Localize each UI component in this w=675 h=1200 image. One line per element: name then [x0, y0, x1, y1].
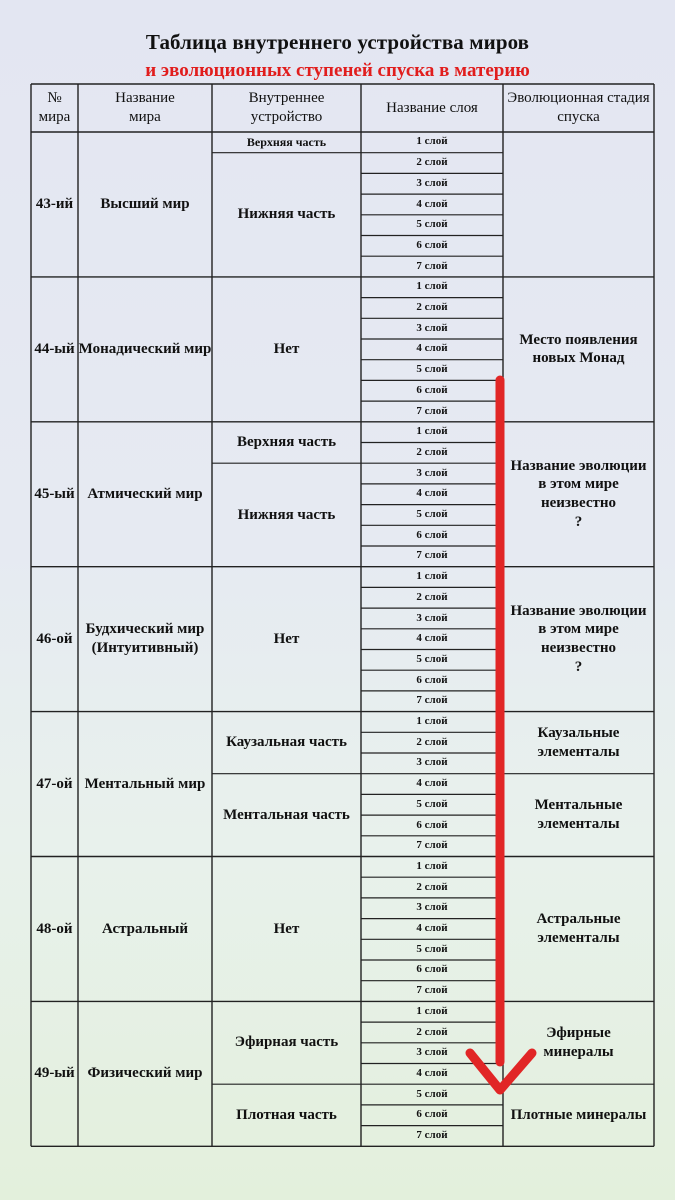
- evolution-stage: Эфирные минералы: [543, 1025, 614, 1060]
- evolution-stage: Плотные минералы: [510, 1106, 647, 1123]
- structure-part: Эфирная часть: [234, 1034, 339, 1051]
- world-number: 45-ый: [34, 485, 75, 502]
- layer-cell: 7 слой: [416, 1129, 448, 1142]
- layer-cell: 5 слой: [416, 1087, 448, 1100]
- evolution-stage: Астральные элементалы: [536, 911, 621, 946]
- layer-cell: 3 слой: [416, 756, 448, 769]
- world-name: Атмический мир: [87, 485, 203, 502]
- evolution-stage: Каузальные элементалы: [537, 724, 620, 760]
- layer-cell: 2 слой: [416, 880, 448, 893]
- header-evolution: Эволюционная стадия спуска: [507, 90, 650, 125]
- world-name: Ментальный мир: [84, 775, 206, 792]
- world-name: Высший мир: [100, 196, 190, 213]
- layer-cell: 3 слой: [416, 901, 448, 914]
- layer-cell: 4 слой: [416, 487, 448, 500]
- structure-part: Верхняя часть: [246, 134, 327, 149]
- layer-cell: 6 слой: [416, 1108, 448, 1121]
- layer-cell: 5 слой: [416, 508, 448, 521]
- layer-cell: 7 слой: [416, 549, 448, 562]
- world-number: 49-ый: [34, 1065, 75, 1082]
- structure-part: Ментальная часть: [223, 806, 350, 823]
- layer-cell: 2 слой: [416, 156, 448, 169]
- layer-cell: 4 слой: [416, 197, 448, 210]
- evolution-stage: Место появления новых Монад: [519, 331, 638, 367]
- structure-part: Каузальная часть: [226, 734, 347, 751]
- layer-cell: 1 слой: [416, 425, 448, 438]
- structure-part: Нижняя часть: [237, 506, 336, 523]
- layer-cell: 1 слой: [416, 1004, 448, 1017]
- evolution-stage: [503, 132, 654, 277]
- world-number: 44-ый: [34, 340, 75, 357]
- world-name: Астральный: [102, 920, 188, 937]
- layer-cell: 2 слой: [416, 1025, 448, 1038]
- world-name: Монадический мир: [78, 340, 212, 357]
- evolution-stage: Название эволюции в этом мире неизвестно ?: [510, 602, 647, 675]
- world-number: 47-ой: [36, 775, 73, 792]
- layer-cell: 7 слой: [416, 404, 448, 417]
- layer-cell: 7 слой: [416, 259, 448, 272]
- structure-part: Нет: [273, 340, 300, 357]
- world-number: 46-ой: [36, 630, 73, 647]
- evolution-stage: Ментальные элементалы: [534, 797, 623, 833]
- layer-cell: 1 слой: [416, 570, 448, 583]
- header-layer: Название слоя: [386, 99, 478, 116]
- layer-cell: 5 слой: [416, 652, 448, 665]
- layer-cell: 6 слой: [416, 528, 448, 541]
- layer-cell: 3 слой: [416, 466, 448, 479]
- layer-cell: 6 слой: [416, 963, 448, 976]
- structure-part: Верхняя часть: [236, 434, 337, 451]
- layer-cell: 7 слой: [416, 984, 448, 997]
- layer-cell: 2 слой: [416, 445, 448, 458]
- layer-cell: 6 слой: [416, 818, 448, 831]
- world-number: 48-ой: [36, 920, 73, 937]
- page-title: Таблица внутреннего устройства миров: [145, 30, 530, 54]
- layer-cell: 7 слой: [416, 839, 448, 852]
- structure-part: Нет: [273, 920, 300, 937]
- structure-part: Плотная часть: [236, 1106, 337, 1123]
- layer-cell: 3 слой: [416, 611, 448, 624]
- layer-cell: 3 слой: [416, 176, 448, 189]
- layer-cell: 5 слой: [416, 797, 448, 810]
- header-name: Название мира: [115, 90, 175, 125]
- page-subtitle: и эволюционных ступеней спуска в материю: [145, 60, 530, 81]
- world-name: Физический мир: [87, 1065, 203, 1082]
- layer-cell: 2 слой: [416, 301, 448, 314]
- world-number: 43-ий: [35, 196, 74, 213]
- world-name: Будхический мир (Интуитивный): [85, 621, 205, 657]
- layer-cell: 6 слой: [416, 383, 448, 396]
- structure-part: Нет: [273, 630, 300, 647]
- layer-cell: 1 слой: [416, 135, 448, 148]
- layer-cell: 3 слой: [416, 321, 448, 334]
- layer-cell: 4 слой: [416, 632, 448, 645]
- layer-cell: 4 слой: [416, 922, 448, 935]
- layer-cell: 1 слой: [416, 859, 448, 872]
- layer-cell: 6 слой: [416, 238, 448, 251]
- layer-cell: 3 слой: [416, 1046, 448, 1059]
- layer-cell: 6 слой: [416, 673, 448, 686]
- layer-cell: 4 слой: [416, 1066, 448, 1079]
- layer-cell: 5 слой: [416, 942, 448, 955]
- layer-cell: 2 слой: [416, 735, 448, 748]
- layer-cell: 4 слой: [416, 342, 448, 355]
- header-structure: Внутреннее устройство: [248, 90, 325, 125]
- structure-part: Нижняя часть: [237, 206, 336, 223]
- layer-cell: 5 слой: [416, 363, 448, 376]
- layer-cell: 1 слой: [416, 280, 448, 293]
- layer-cell: 1 слой: [416, 715, 448, 728]
- layer-cell: 4 слой: [416, 777, 448, 790]
- evolution-stage: Название эволюции в этом мире неизвестно ?: [510, 457, 647, 530]
- layer-cell: 2 слой: [416, 590, 448, 603]
- header-num: № мира: [38, 90, 71, 125]
- layer-cell: 5 слой: [416, 218, 448, 231]
- layer-cell: 7 слой: [416, 694, 448, 707]
